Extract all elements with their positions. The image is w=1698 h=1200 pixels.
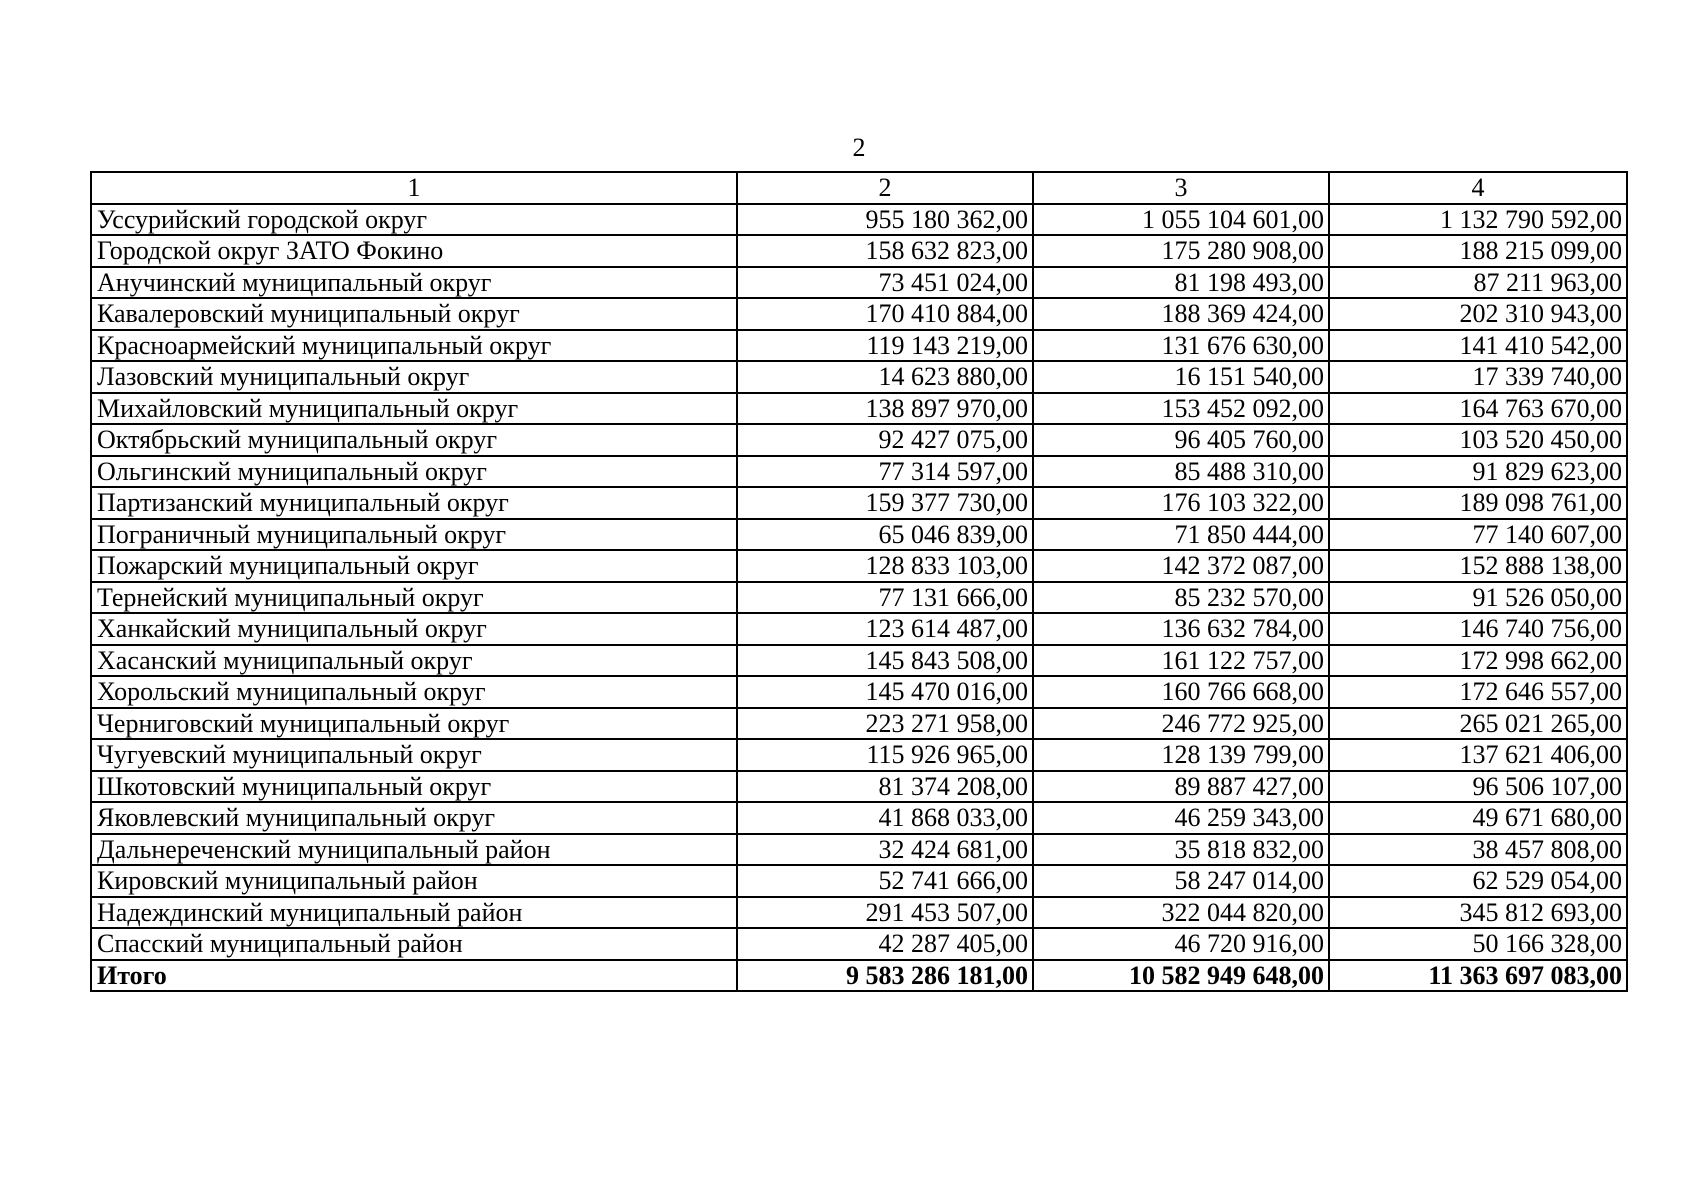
amount-col-4: 50 166 328,00 [1329,928,1627,960]
table-row [91,456,1627,488]
table-body [91,204,1627,960]
municipality-name: Партизанский муниципальный округ [91,487,737,519]
amount-col-2: 138 897 970,00 [737,393,1033,425]
amount-col-4: 189 098 761,00 [1329,487,1627,519]
amount-col-4: 265 021 265,00 [1329,708,1627,740]
amount-col-4: 188 215 099,00 [1329,235,1627,267]
municipality-name: Городской округ ЗАТО Фокино [91,235,737,267]
header-col-2: 2 [737,172,1033,204]
municipality-name: Дальнереченский муниципальный район [91,834,737,866]
amount-col-2: 92 427 075,00 [737,424,1033,456]
table-row [91,424,1627,456]
total-value-4: 11 363 697 083,00 [1329,960,1627,992]
amount-col-3: 71 850 444,00 [1033,519,1329,551]
total-value-2: 9 583 286 181,00 [737,960,1033,992]
amount-col-4: 87 211 963,00 [1329,267,1627,299]
municipality-name: Спасский муниципальный район [91,928,737,960]
amount-col-4: 91 526 050,00 [1329,582,1627,614]
header-col-3: 3 [1033,172,1329,204]
amount-col-2: 65 046 839,00 [737,519,1033,551]
municipality-name: Красноармейский муниципальный округ [91,330,737,362]
amount-col-3: 128 139 799,00 [1033,739,1329,771]
amount-col-4: 77 140 607,00 [1329,519,1627,551]
budget-table [90,171,1628,992]
amount-col-3: 322 044 820,00 [1033,897,1329,929]
amount-col-4: 172 998 662,00 [1329,645,1627,677]
table-row [91,204,1627,236]
header-col-4: 4 [1329,172,1627,204]
table-header [91,172,1627,204]
amount-col-3: 1 055 104 601,00 [1033,204,1329,236]
table-footer [91,960,1627,992]
amount-col-3: 246 772 925,00 [1033,708,1329,740]
table-row [91,298,1627,330]
municipality-name: Черниговский муниципальный округ [91,708,737,740]
amount-col-3: 46 259 343,00 [1033,802,1329,834]
amount-col-2: 291 453 507,00 [737,897,1033,929]
municipality-name: Чугуевский муниципальный округ [91,739,737,771]
table-row [91,235,1627,267]
amount-col-3: 188 369 424,00 [1033,298,1329,330]
table-row [91,834,1627,866]
table-row [91,739,1627,771]
header-row [91,172,1627,204]
amount-col-2: 41 868 033,00 [737,802,1033,834]
municipality-name: Пограничный муниципальный округ [91,519,737,551]
amount-col-2: 73 451 024,00 [737,267,1033,299]
municipality-name: Пожарский муниципальный округ [91,550,737,582]
table-row [91,802,1627,834]
table-row [91,613,1627,645]
amount-col-3: 35 818 832,00 [1033,834,1329,866]
amount-col-3: 85 232 570,00 [1033,582,1329,614]
table-row [91,897,1627,929]
table-row [91,393,1627,425]
table-row [91,519,1627,551]
municipality-name: Хасанский муниципальный округ [91,645,737,677]
municipality-name: Михайловский муниципальный округ [91,393,737,425]
amount-col-3: 89 887 427,00 [1033,771,1329,803]
amount-col-4: 38 457 808,00 [1329,834,1627,866]
total-label: Итого [91,960,737,992]
amount-col-4: 152 888 138,00 [1329,550,1627,582]
page-number: 2 [852,133,866,162]
amount-col-4: 103 520 450,00 [1329,424,1627,456]
total-value-3: 10 582 949 648,00 [1033,960,1329,992]
amount-col-2: 223 271 958,00 [737,708,1033,740]
municipality-name: Надеждинский муниципальный район [91,897,737,929]
amount-col-3: 96 405 760,00 [1033,424,1329,456]
amount-col-3: 176 103 322,00 [1033,487,1329,519]
amount-col-4: 49 671 680,00 [1329,802,1627,834]
table-row [91,865,1627,897]
amount-col-3: 136 632 784,00 [1033,613,1329,645]
amount-col-4: 17 339 740,00 [1329,361,1627,393]
table-row [91,550,1627,582]
municipality-name: Шкотовский муниципальный округ [91,771,737,803]
amount-col-4: 91 829 623,00 [1329,456,1627,488]
amount-col-4: 1 132 790 592,00 [1329,204,1627,236]
amount-col-3: 175 280 908,00 [1033,235,1329,267]
amount-col-2: 145 843 508,00 [737,645,1033,677]
amount-col-3: 142 372 087,00 [1033,550,1329,582]
municipality-name: Тернейский муниципальный округ [91,582,737,614]
municipality-name: Кировский муниципальный район [91,865,737,897]
amount-col-4: 96 506 107,00 [1329,771,1627,803]
amount-col-2: 119 143 219,00 [737,330,1033,362]
amount-col-3: 46 720 916,00 [1033,928,1329,960]
amount-col-2: 77 131 666,00 [737,582,1033,614]
amount-col-2: 52 741 666,00 [737,865,1033,897]
table-row [91,487,1627,519]
table-row [91,267,1627,299]
amount-col-4: 146 740 756,00 [1329,613,1627,645]
amount-col-4: 137 621 406,00 [1329,739,1627,771]
amount-col-2: 77 314 597,00 [737,456,1033,488]
amount-col-3: 153 452 092,00 [1033,393,1329,425]
table-row [91,645,1627,677]
amount-col-4: 345 812 693,00 [1329,897,1627,929]
amount-col-4: 172 646 557,00 [1329,676,1627,708]
amount-col-2: 14 623 880,00 [737,361,1033,393]
table-row [91,361,1627,393]
amount-col-2: 32 424 681,00 [737,834,1033,866]
table-row [91,582,1627,614]
table-row [91,771,1627,803]
municipality-name: Ольгинский муниципальный округ [91,456,737,488]
total-row [91,960,1627,992]
amount-col-2: 81 374 208,00 [737,771,1033,803]
amount-col-3: 16 151 540,00 [1033,361,1329,393]
municipality-name: Хорольский муниципальный округ [91,676,737,708]
amount-col-3: 131 676 630,00 [1033,330,1329,362]
header-col-1: 1 [91,172,737,204]
amount-col-4: 202 310 943,00 [1329,298,1627,330]
amount-col-4: 141 410 542,00 [1329,330,1627,362]
amount-col-2: 123 614 487,00 [737,613,1033,645]
amount-col-2: 955 180 362,00 [737,204,1033,236]
municipality-name: Октябрьский муниципальный округ [91,424,737,456]
amount-col-2: 128 833 103,00 [737,550,1033,582]
table-row [91,708,1627,740]
amount-col-3: 58 247 014,00 [1033,865,1329,897]
amount-col-2: 158 632 823,00 [737,235,1033,267]
amount-col-3: 81 198 493,00 [1033,267,1329,299]
table-row [91,928,1627,960]
amount-col-2: 115 926 965,00 [737,739,1033,771]
amount-col-3: 160 766 668,00 [1033,676,1329,708]
amount-col-2: 170 410 884,00 [737,298,1033,330]
amount-col-2: 145 470 016,00 [737,676,1033,708]
municipality-name: Яковлевский муниципальный округ [91,802,737,834]
table-row [91,676,1627,708]
municipality-name: Уссурийский городской округ [91,204,737,236]
municipality-name: Анучинский муниципальный округ [91,267,737,299]
amount-col-3: 85 488 310,00 [1033,456,1329,488]
amount-col-4: 164 763 670,00 [1329,393,1627,425]
municipality-name: Лазовский муниципальный округ [91,361,737,393]
table-row [91,330,1627,362]
amount-col-4: 62 529 054,00 [1329,865,1627,897]
amount-col-2: 159 377 730,00 [737,487,1033,519]
municipality-name: Ханкайский муниципальный округ [91,613,737,645]
amount-col-3: 161 122 757,00 [1033,645,1329,677]
amount-col-2: 42 287 405,00 [737,928,1033,960]
municipality-name: Кавалеровский муниципальный округ [91,298,737,330]
